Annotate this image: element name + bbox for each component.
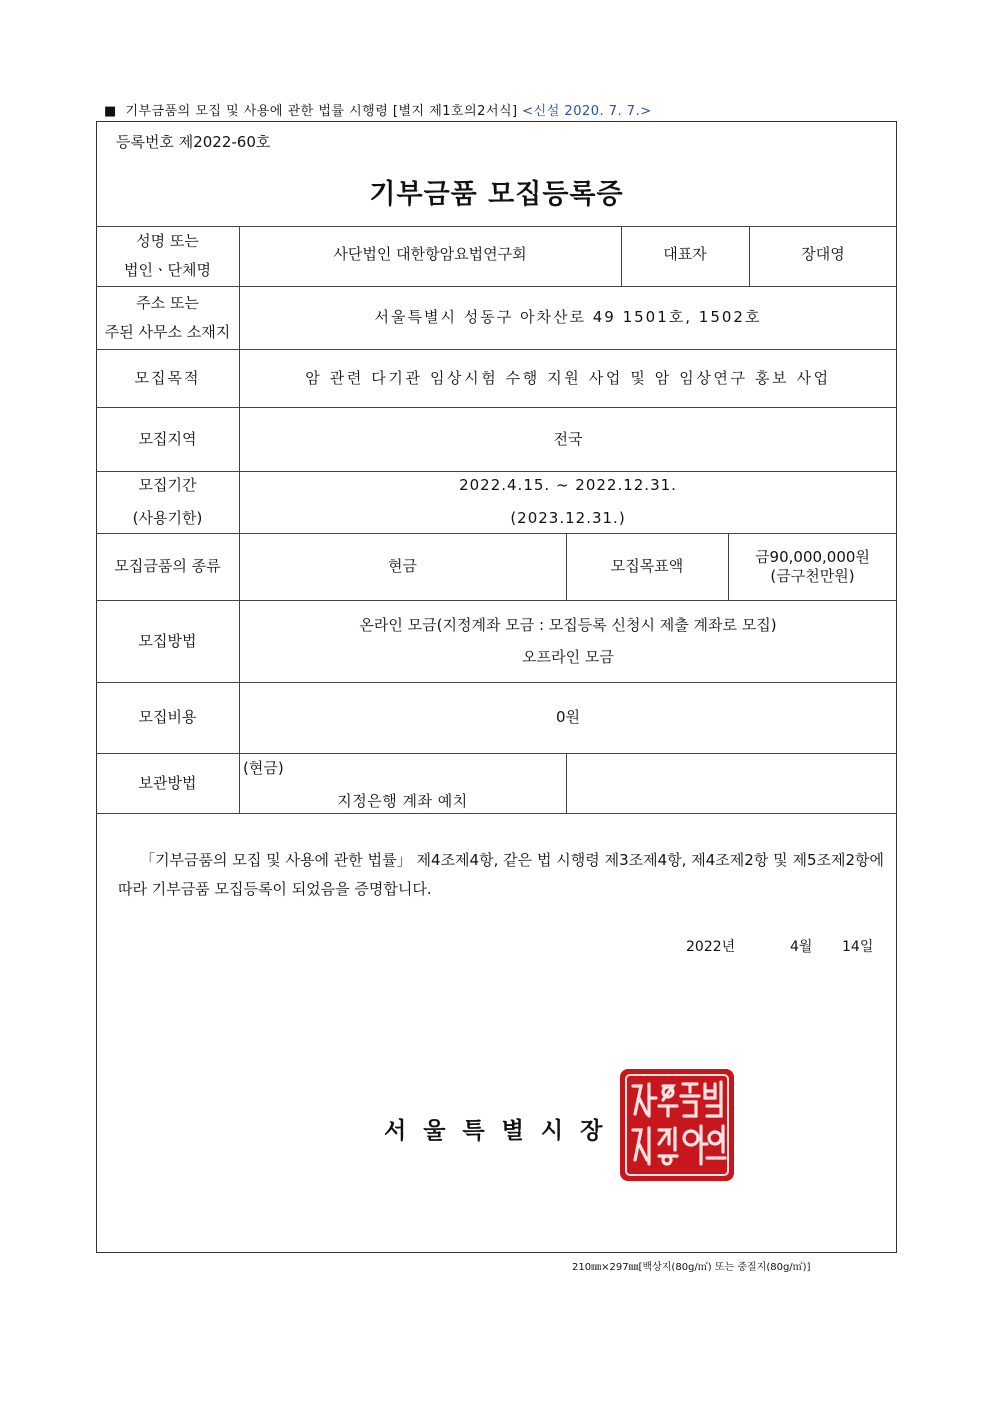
period-label-line1: 모집기간 bbox=[138, 476, 197, 494]
table-line bbox=[96, 813, 897, 814]
cost-label-cell bbox=[96, 682, 239, 753]
certification-text: 「기부금품의 모집 및 사용에 관한 법률」 제4조제4항, 같은 법 시행령 제3조제4항, 제4조제2항 및 제5조제2항에 따라 기부금품 모집등록이 되었음을 증명합니다. bbox=[118, 851, 884, 898]
cost-value-cell bbox=[239, 682, 897, 753]
certificate-title: 기부금품 모집등록증 bbox=[369, 179, 624, 210]
amendment-note: <신설 2020. 7. 7.> bbox=[522, 104, 652, 119]
rep-value-cell bbox=[749, 226, 897, 282]
issue-day: 14일 bbox=[842, 939, 874, 955]
address-label-line2: 주된 사무소 소재지 bbox=[104, 322, 231, 341]
region-label-cell bbox=[96, 407, 239, 471]
address-value: 서울특별시 성동구 아차산로 49 1501호, 1502호 bbox=[374, 308, 762, 326]
type-label-cell bbox=[96, 533, 239, 600]
name-value-cell bbox=[239, 226, 621, 282]
storage-label-cell bbox=[96, 753, 239, 813]
official-seal-icon bbox=[619, 1068, 735, 1182]
type-label: 모집금품의 종류 bbox=[114, 557, 221, 575]
organization-name: 사단법인 대한항암요법연구회 bbox=[333, 244, 527, 263]
name-label-line2: 법인ㆍ단체명 bbox=[124, 261, 211, 279]
purpose-value-cell bbox=[239, 349, 897, 407]
target-label: 모집목표액 bbox=[610, 557, 684, 575]
period-value-cell bbox=[239, 471, 897, 533]
type-value-cell bbox=[239, 533, 566, 600]
method-value-cell bbox=[239, 600, 897, 682]
purpose-label: 모집목적 bbox=[134, 368, 201, 387]
storage-label: 보관방법 bbox=[138, 773, 197, 792]
cost-value: 0원 bbox=[555, 708, 581, 726]
target-amount: 금90,000,000원 bbox=[755, 547, 870, 566]
address-value-cell bbox=[239, 286, 897, 349]
period-value: 2022.4.15. ~ 2022.12.31. bbox=[459, 476, 677, 494]
method-offline: 오프라인 모금 bbox=[522, 647, 614, 666]
registration-number: 등록번호 제2022-60호 bbox=[116, 133, 271, 151]
representative-name: 장대영 bbox=[801, 244, 845, 263]
storage-method: 지정은행 계좌 예치 bbox=[337, 792, 468, 810]
square-bullet-icon: ■ bbox=[104, 104, 117, 119]
table-line bbox=[566, 753, 567, 813]
rep-label-cell bbox=[621, 226, 749, 282]
target-amount-korean: (금구천만원) bbox=[770, 566, 855, 585]
period-label-cell bbox=[96, 471, 239, 533]
method-label-cell bbox=[96, 600, 239, 682]
method-label: 모집방법 bbox=[138, 631, 197, 650]
paper-spec-footer: 210㎜×297㎜[백상지(80g/㎡) 또는 중질지(80g/㎡)] bbox=[572, 1262, 811, 1273]
address-label-line1: 주소 또는 bbox=[136, 293, 199, 312]
type-value: 현금 bbox=[388, 557, 417, 575]
issue-year: 2022년 bbox=[686, 939, 736, 955]
certification-statement bbox=[118, 846, 884, 904]
name-label-cell bbox=[96, 226, 239, 286]
period-label-line2: (사용기한) bbox=[132, 509, 203, 527]
method-online: 온라인 모금(지정계좌 모금 : 모집등록 신청시 제출 계좌로 모집) bbox=[359, 615, 777, 634]
address-label-cell bbox=[96, 286, 239, 349]
issue-month: 4월 bbox=[790, 939, 813, 955]
region-label: 모집지역 bbox=[138, 429, 197, 448]
representative-label: 대표자 bbox=[663, 244, 707, 263]
purpose-label-cell bbox=[96, 349, 239, 407]
form-reference-line bbox=[104, 100, 652, 119]
storage-cash-label: (현금) bbox=[243, 759, 284, 777]
region-value: 전국 bbox=[553, 429, 583, 448]
purpose-value: 암 관련 다기관 임상시험 수행 지원 사업 및 암 임상연구 홍보 사업 bbox=[305, 368, 831, 387]
region-value-cell bbox=[239, 407, 897, 471]
target-value-cell bbox=[728, 533, 897, 600]
usage-deadline: (2023.12.31.) bbox=[510, 509, 626, 527]
name-label-line1: 성명 또는 bbox=[136, 232, 199, 250]
form-name: 기부금품의 모집 및 사용에 관한 법률 시행령 [별지 제1호의2서식] bbox=[125, 104, 518, 119]
cost-label: 모집비용 bbox=[138, 708, 197, 726]
target-label-cell bbox=[566, 533, 728, 600]
issuer-name: 서울특별시장 bbox=[384, 1118, 620, 1144]
